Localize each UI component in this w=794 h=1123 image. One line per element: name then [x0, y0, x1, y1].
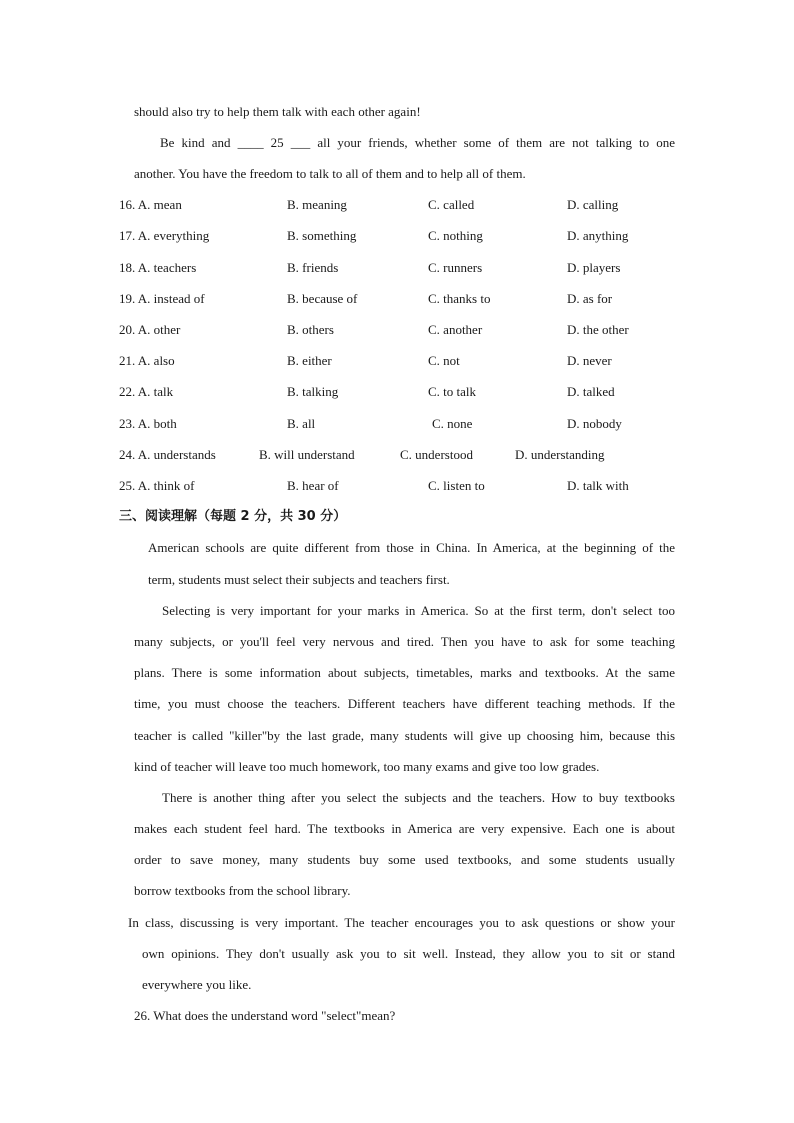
option-c: C. listen to	[428, 478, 485, 493]
passage-line: term, students must select their subjects and teachers first.	[148, 572, 450, 587]
option-b: B. others	[287, 322, 334, 337]
passage-line: makes each student feel hard. The textbooks in America are very expensive. Each one is about	[134, 821, 675, 836]
passage-line: another. You have the freedom to talk to all of them and to help all of them.	[134, 166, 526, 181]
passage-line: many subjects, or you'll feel very nervous and tired. Then you have to ask for some teaching	[134, 634, 675, 649]
option-c: C. understood	[400, 447, 473, 462]
passage-line: should also try to help them talk with each other again!	[134, 104, 421, 119]
option-a: 24. A. understands	[119, 447, 216, 462]
passage-line: There is another thing after you select the subjects and the teachers. How to buy textbooks	[162, 790, 675, 805]
passage-line: In class, discussing is very important. The teacher encourages you to ask questions or show your	[128, 915, 675, 930]
question-26: 26. What does the understand word "select"mean?	[134, 1008, 396, 1023]
option-d: D. calling	[567, 197, 619, 212]
option-b: B. meaning	[287, 197, 347, 212]
passage-line: plans. There is some information about subjects, timetables, marks and textbooks. At the same	[134, 665, 675, 680]
passage-line: Selecting is very important for your marks in America. So at the first term, don't select too	[162, 603, 675, 618]
option-b: B. hear of	[287, 478, 339, 493]
passage-line: teacher is called "killer"by the last grade, many students will give up choosing him, because this	[134, 728, 675, 743]
option-a: 23. A. both	[119, 416, 177, 431]
option-d: D. players	[567, 260, 621, 275]
passage-line: order to save money, many students buy some used textbooks, and some students usually	[134, 852, 675, 867]
passage-line: kind of teacher will leave too much homework, too many exams and give too low grades.	[134, 759, 600, 774]
option-b: B. all	[287, 416, 316, 431]
option-a: 16. A. mean	[119, 197, 182, 212]
option-a: 19. A. instead of	[119, 291, 205, 306]
option-b: B. will understand	[259, 447, 355, 462]
option-c: C. not	[428, 353, 460, 368]
option-a: 21. A. also	[119, 353, 175, 368]
option-c: C. nothing	[428, 228, 483, 243]
option-d: D. nobody	[567, 416, 622, 431]
passage-line: American schools are quite different from those in China. In America, at the beginning of the	[148, 540, 675, 555]
section-heading: 三、阅读理解（每题 2 分，共 30 分）	[119, 509, 347, 524]
option-a: 22. A. talk	[119, 384, 174, 399]
option-b: B. something	[287, 228, 357, 243]
option-d: D. talked	[567, 384, 615, 399]
option-a: 25. A. think of	[119, 478, 195, 493]
option-d: D. understanding	[515, 447, 605, 462]
option-c: C. to talk	[428, 384, 477, 399]
passage-line: time, you must choose the teachers. Different teachers have different teaching methods. If the	[134, 696, 675, 711]
option-d: D. never	[567, 353, 612, 368]
option-b: B. because of	[287, 291, 358, 306]
passage-line: Be kind and ____ 25 ___ all your friends, whether some of them are not talking to one	[160, 135, 675, 150]
option-c: C. another	[428, 322, 483, 337]
option-d: D. as for	[567, 291, 613, 306]
option-d: D. anything	[567, 228, 629, 243]
option-d: D. the other	[567, 322, 629, 337]
option-c: C. thanks to	[428, 291, 491, 306]
option-a: 20. A. other	[119, 322, 181, 337]
option-c: C. none	[432, 416, 473, 431]
option-b: B. talking	[287, 384, 339, 399]
option-a: 17. A. everything	[119, 228, 210, 243]
option-c: C. runners	[428, 260, 483, 275]
option-b: B. either	[287, 353, 332, 368]
passage-line: everywhere you like.	[142, 977, 252, 992]
passage-line: own opinions. They don't usually ask you to sit well. Instead, they allow you to sit or stand	[142, 946, 675, 961]
option-d: D. talk with	[567, 478, 629, 493]
option-a: 18. A. teachers	[119, 260, 197, 275]
passage-line: borrow textbooks from the school library.	[134, 883, 351, 898]
option-c: C. called	[428, 197, 475, 212]
option-b: B. friends	[287, 260, 339, 275]
